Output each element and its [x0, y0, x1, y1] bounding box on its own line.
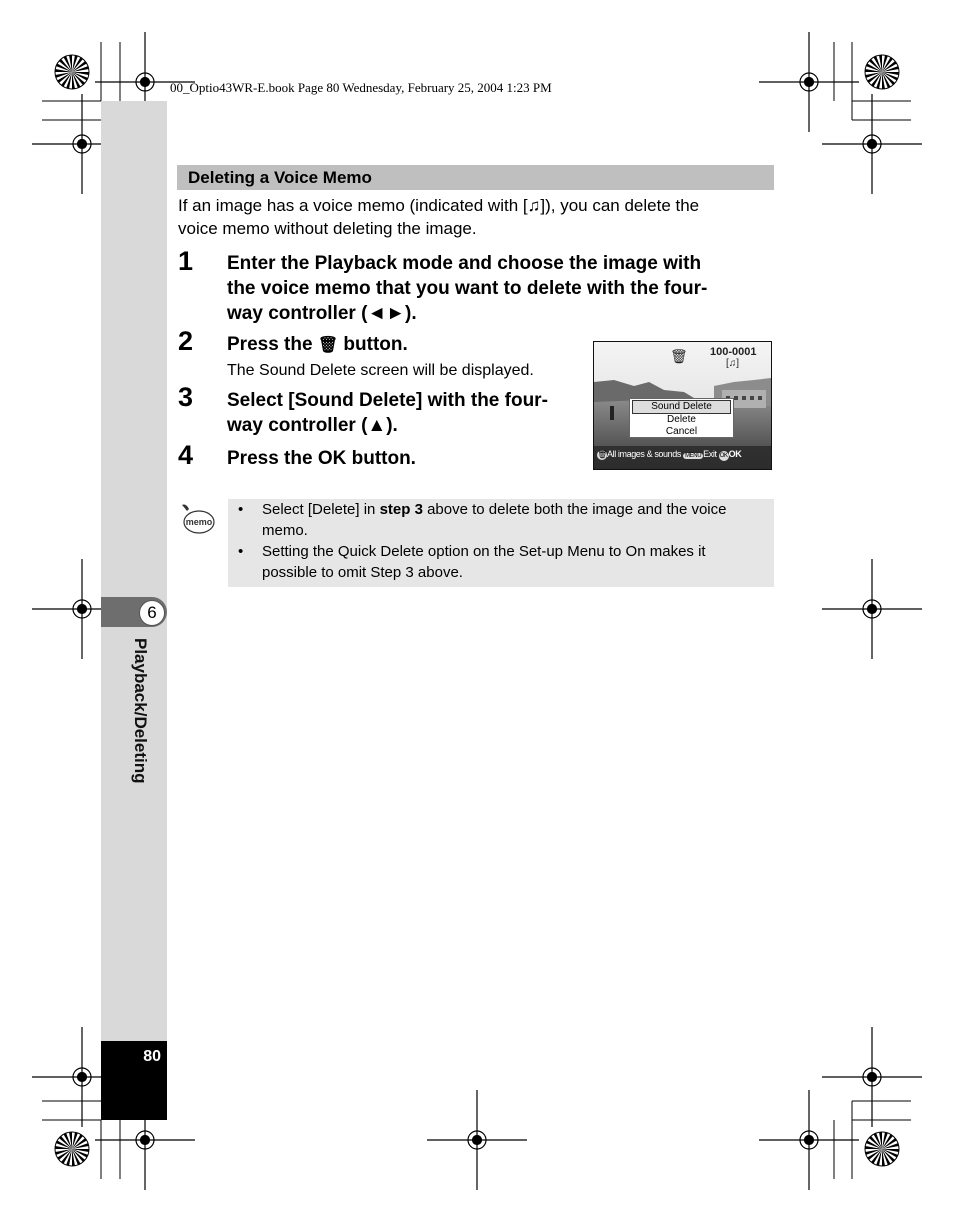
print-header: 00_Optio43WR-E.book Page 80 Wednesday, February 25, 2004 1:23 PM	[170, 80, 552, 95]
lcd-ok-key: OK	[719, 453, 728, 459]
chapter-title: Playback/Deleting	[131, 638, 150, 784]
memo-box	[228, 499, 774, 587]
memo-bullet-1-pre: Select [Delete] in	[262, 501, 380, 518]
step-1-line-3: way controller (◄►).	[227, 303, 417, 324]
section-heading	[177, 165, 774, 190]
lcd-ok-label: OK	[728, 449, 742, 459]
sound-delete-menu	[629, 398, 734, 438]
lcd-all-label: All images & sounds	[607, 449, 681, 459]
registration-target	[822, 94, 922, 194]
registration-target	[759, 32, 859, 132]
step-1-line-1: Enter the Playback mode and choose the image with	[227, 253, 702, 274]
registration-target	[759, 1090, 859, 1190]
intro-paragraph	[178, 194, 768, 240]
memo-list	[228, 499, 774, 583]
memo-bullet-2-pre: Setting the Quick Delete option on the Set-up Menu to On makes it	[262, 543, 706, 560]
lcd-exit-label: Exit	[703, 449, 717, 459]
intro-text-start: If an image has a voice memo (indicated with	[178, 196, 523, 215]
registration-target	[822, 559, 922, 659]
memo-bullet-1	[238, 499, 774, 541]
step-2-text-end: button.	[338, 334, 408, 355]
registration-rosette	[865, 1132, 899, 1166]
memo-bullet-1-post: above to delete both the image and the voice	[422, 501, 727, 518]
step-4-text: Press the OK button.	[227, 448, 416, 469]
step-3-line-2: way controller (▲).	[227, 415, 398, 436]
step-2-subtext: The Sound Delete screen will be displayed.	[227, 362, 534, 379]
file-number: 100-0001	[710, 346, 757, 358]
step-3-number: 3	[178, 382, 194, 412]
protect-trash-icon: 🗑	[670, 348, 688, 364]
section-heading-text: Deleting a Voice Memo	[188, 168, 372, 187]
memo-bullet-2-line2: possible to omit Step 3 above.	[262, 564, 463, 581]
step-1-number: 1	[178, 246, 194, 276]
menu-item-sound-delete[interactable]: Sound Delete	[632, 400, 731, 414]
step-3-text	[227, 388, 548, 438]
memo-bullet-1-line2: memo.	[262, 522, 308, 539]
memo-icon	[178, 501, 216, 535]
registration-target	[822, 1027, 922, 1127]
registration-rosette	[55, 55, 89, 89]
registration-target	[427, 1090, 527, 1190]
step-2-text-start: Press the	[227, 334, 318, 355]
memo-bullet-1-bold: step 3	[379, 501, 423, 518]
lcd-trash-key-icon: 🗑	[597, 450, 607, 459]
menu-item-delete[interactable]: Delete	[667, 414, 696, 425]
menu-item-cancel[interactable]: Cancel	[665, 426, 698, 437]
lcd-bottom-bar	[597, 449, 741, 461]
lcd-screen-illustration	[593, 341, 772, 470]
step-3-line-1: Select [Sound Delete] with the four-	[227, 390, 548, 411]
step-1-line-2: the voice memo that you want to delete with the four-	[227, 278, 708, 299]
memo-icon-label: memo	[185, 517, 213, 527]
memo-bullet-2	[238, 541, 774, 583]
trash-icon: 🗑	[317, 337, 339, 354]
voice-memo-icon: [♫]	[522, 196, 546, 215]
intro-text-end: ), you can delete the	[545, 196, 700, 215]
step-4-number: 4	[178, 440, 194, 470]
step-2-text	[227, 332, 408, 358]
registration-rosette	[55, 1132, 89, 1166]
intro-text-line2: voice memo without deleting the image.	[178, 219, 477, 238]
chapter-number: 6	[139, 600, 165, 626]
registration-rosette	[865, 55, 899, 89]
step-2-number: 2	[178, 326, 194, 356]
step-1-text	[227, 251, 772, 326]
page-number: 80	[143, 1048, 161, 1065]
lcd-voice-memo-icon: [♫]	[726, 358, 740, 369]
lcd-menu-key: MENU	[685, 453, 702, 459]
